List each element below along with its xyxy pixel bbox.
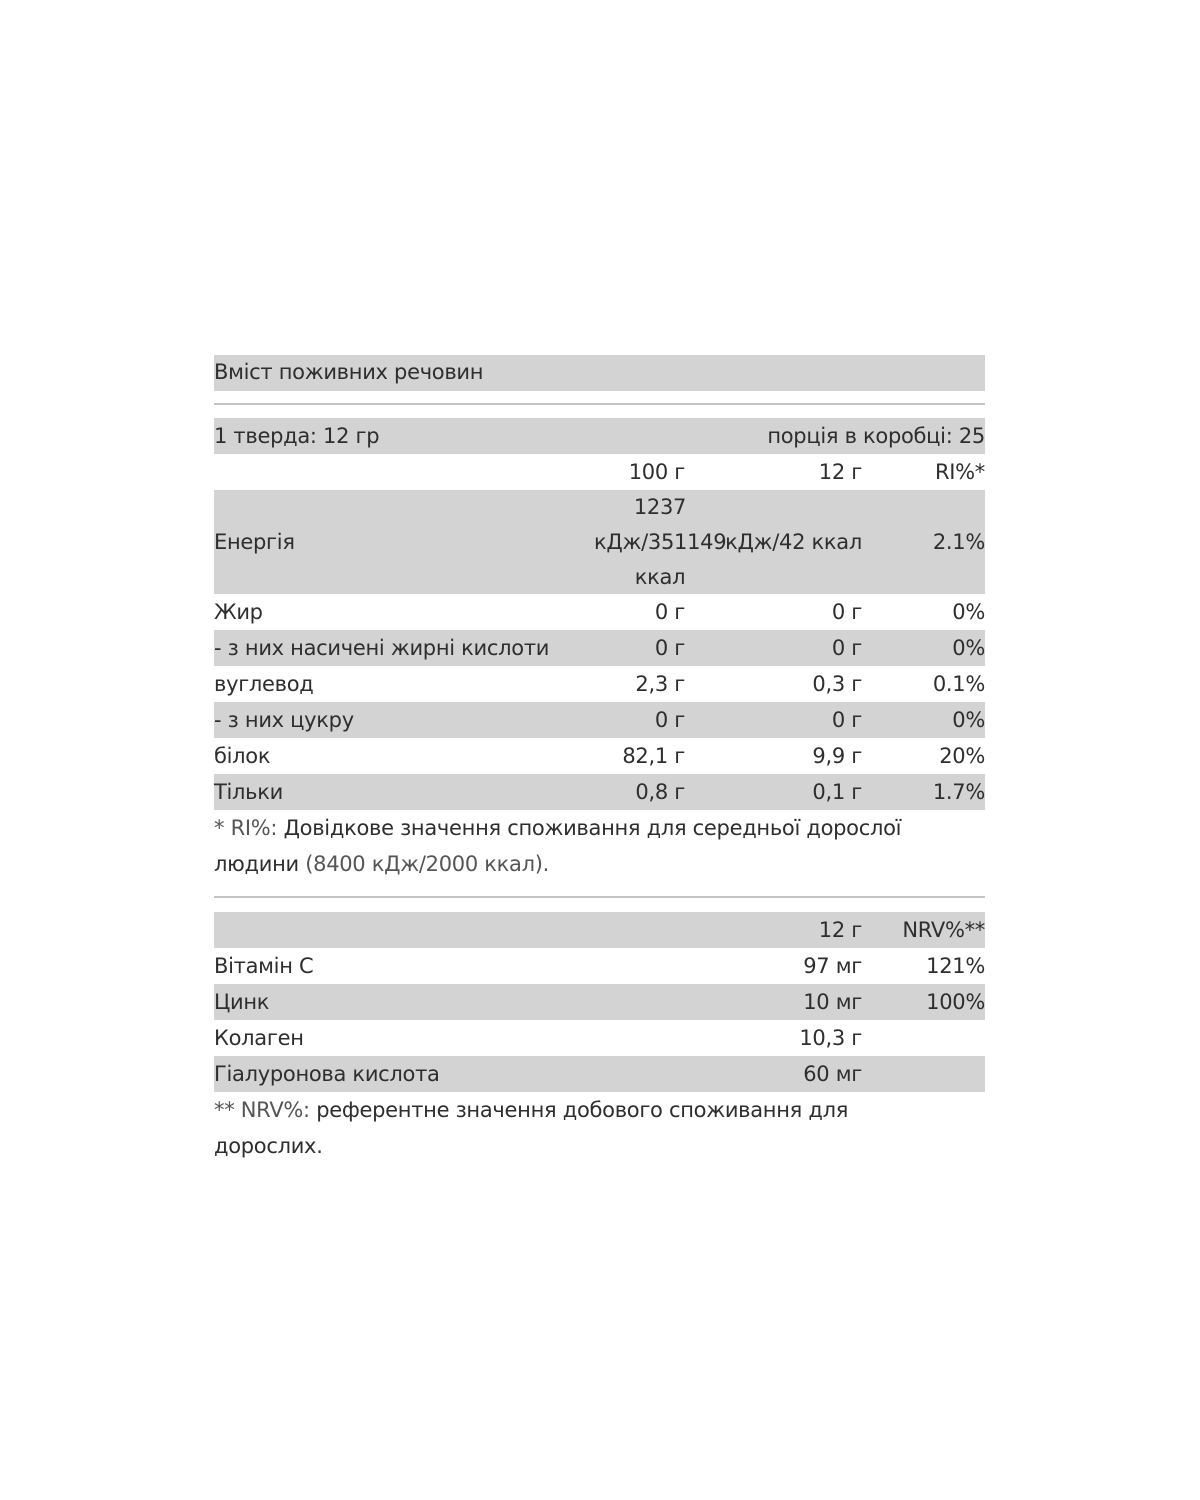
header-ri: RI%* [934, 460, 985, 484]
nutrient-name: Жир [214, 600, 263, 624]
nutrient-per-12g: 0 г [831, 600, 862, 624]
serving-row [214, 418, 985, 454]
header-nrv: NRV%** [902, 918, 985, 942]
table-row [214, 666, 985, 702]
nrv-footnote-text: референтне значення добового споживання для дорослих. [214, 1098, 849, 1158]
nutrient-nrv: 100% [926, 990, 985, 1014]
table2-header-row [214, 912, 985, 948]
nutrient-per-12g: 0 г [831, 708, 862, 732]
energy-per-12g: кДж/42 ккал [725, 530, 862, 554]
nutrient-per-100g: 0 г [654, 636, 685, 660]
nutrient-per-100g: 0 г [654, 600, 685, 624]
ri-footnote-suffix: (8400 кДж/2000 ккал). [305, 852, 549, 876]
nutrient-per-12g: 0,3 г [812, 672, 862, 696]
energy-ri: 2.1% [932, 530, 985, 554]
nutrient-per-12g: 9,9 г [812, 744, 862, 768]
divider [214, 403, 985, 405]
nutrient-ri: 0.1% [932, 672, 985, 696]
header-per-12g: 12 г [818, 460, 862, 484]
nutrient-name: - з них цукру [214, 708, 354, 732]
ri-footnote-text: Довідкове значення споживання для середньої дорослої людини [214, 816, 902, 876]
header-per-12g: 12 г [818, 918, 862, 942]
nutrient-ri: 0% [952, 708, 985, 732]
nutrient-per-12g: 10 мг [803, 990, 862, 1014]
nutrient-name: Колаген [214, 1026, 304, 1050]
nutrient-name: - з них насичені жирні кислоти [214, 636, 550, 660]
table-row [214, 1020, 985, 1056]
nutrient-ri: 0% [952, 636, 985, 660]
table-row [214, 1056, 985, 1092]
nutrient-per-100g: 2,3 г [635, 672, 685, 696]
table-row [214, 630, 985, 666]
nutrient-per-12g: 60 мг [803, 1062, 862, 1086]
nutrient-per-12g: 97 мг [803, 954, 862, 978]
header-per-100g: 100 г [628, 460, 685, 484]
servings-per-box: порція в коробці: 25 [767, 424, 985, 448]
table1-header-row [214, 454, 985, 490]
nutrient-ri: 0% [952, 600, 985, 624]
nutrient-name: білок [214, 744, 271, 768]
nutrient-per-12g: 0 г [831, 636, 862, 660]
nutrient-nrv: 121% [926, 954, 985, 978]
energy-label: Енергія [214, 530, 295, 554]
panel-title-row [214, 355, 985, 391]
serving-size: 1 тверда: 12 гр [214, 424, 380, 448]
nutrient-name: Вітамін С [214, 954, 314, 978]
nutrient-per-12g: 10,3 г [799, 1026, 862, 1050]
ri-footnote [214, 810, 985, 882]
nrv-footnote-prefix: ** NRV%: [214, 1098, 310, 1122]
energy-per-100g [594, 490, 726, 595]
table-row [214, 594, 985, 630]
nutrient-name: Гіалуронова кислота [214, 1062, 440, 1086]
energy-per-100g-line1: 1237 [633, 495, 687, 519]
nrv-footnote [214, 1092, 985, 1164]
nutrient-ri: 1.7% [932, 780, 985, 804]
nutrient-name: Тільки [214, 780, 283, 804]
table-row [214, 738, 985, 774]
table-row [214, 774, 985, 810]
energy-per-100g-line2: кДж/351149 [594, 530, 727, 554]
ri-footnote-prefix: * RI%: [214, 816, 278, 840]
panel-title: Вміст поживних речовин [214, 360, 484, 384]
table-row [214, 702, 985, 738]
nutrition-panel [214, 355, 985, 1164]
energy-per-100g-line3: ккал [634, 565, 686, 589]
nutrient-per-100g: 0,8 г [635, 780, 685, 804]
nutrient-name: Цинк [214, 990, 270, 1014]
divider [214, 896, 985, 898]
nutrient-name: вуглевод [214, 672, 314, 696]
table-row [214, 984, 985, 1020]
nutrient-per-12g: 0,1 г [812, 780, 862, 804]
energy-row [214, 490, 985, 594]
nutrient-per-100g: 82,1 г [622, 744, 685, 768]
nutrient-per-100g: 0 г [654, 708, 685, 732]
table-row [214, 948, 985, 984]
nutrient-ri: 20% [939, 744, 985, 768]
